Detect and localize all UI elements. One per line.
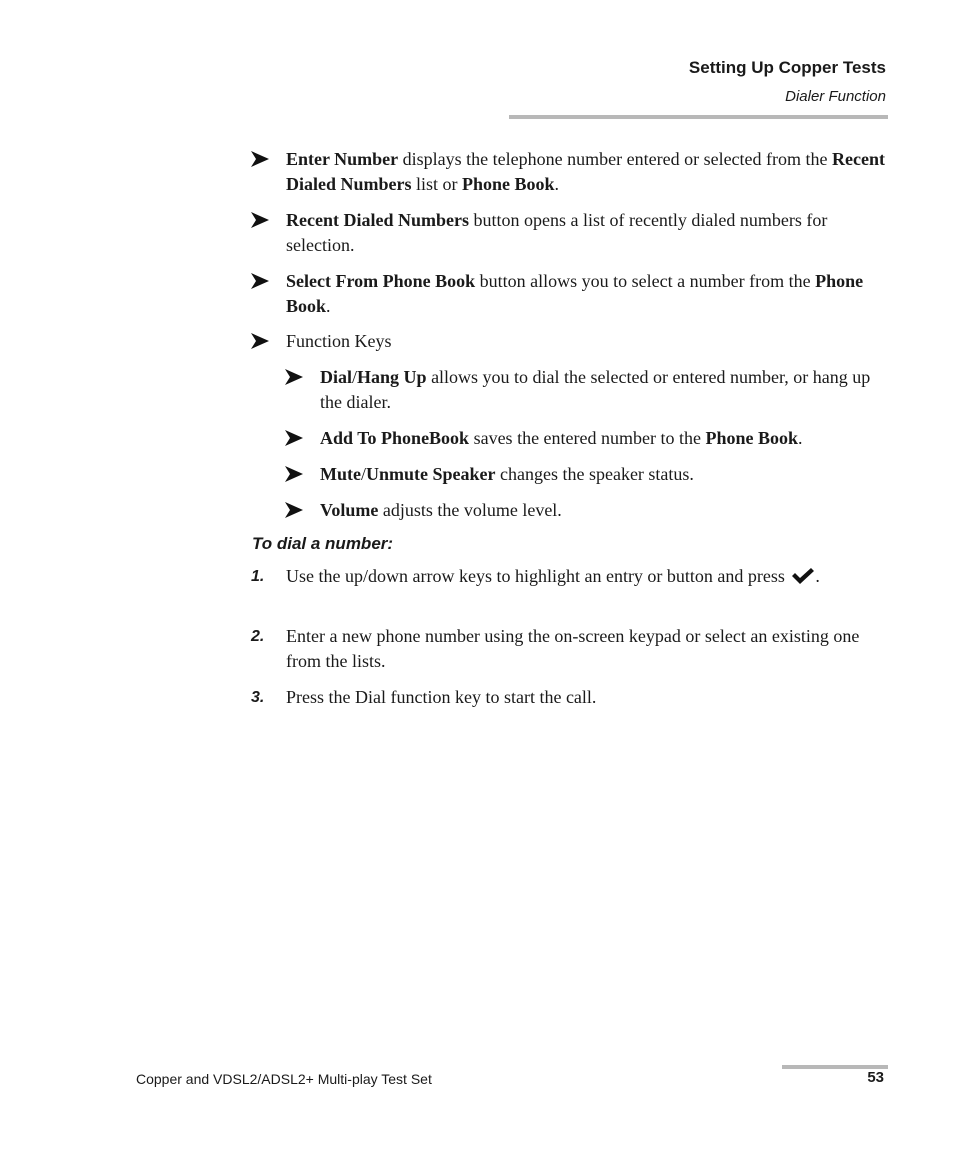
sub-bullet-item: [320, 498, 890, 523]
step-number: 1.: [251, 568, 265, 585]
text: .: [554, 173, 560, 194]
sub-bullet-item: [320, 365, 890, 414]
arrowhead-bullet-icon: [251, 212, 269, 228]
step-text: Use the up/down arrow keys to highlight an entry or button and press: [286, 566, 790, 586]
text: .: [798, 428, 803, 448]
term: Recent Dialed Numbers: [286, 149, 886, 194]
text: Function Keys: [286, 331, 392, 351]
term: Select From Phone Book: [286, 271, 476, 291]
term: Recent Dialed Numbers: [286, 210, 469, 230]
running-header-subtitle: Dialer Function: [785, 88, 886, 105]
text: list or: [411, 173, 463, 194]
sub-bullet-item: [320, 462, 890, 487]
procedure-step: [251, 624, 888, 673]
term: Hang Up: [357, 367, 427, 387]
bullet-item: [286, 147, 888, 196]
term: Phone Book: [462, 173, 555, 194]
arrowhead-bullet-icon: [251, 333, 269, 349]
arrowhead-bullet-icon: [251, 151, 269, 167]
term: Add To PhoneBook: [320, 428, 470, 448]
header-rule: [509, 115, 888, 119]
bullet-item: [286, 329, 888, 354]
arrowhead-bullet-icon: [285, 430, 303, 446]
arrowhead-bullet-icon: [251, 273, 269, 289]
checkmark-icon: [791, 567, 815, 592]
step-text: Enter a new phone number using the on-screen keypad or select an existing one from the lists.: [286, 626, 860, 671]
text: displays the telephone number entered or selected from the: [398, 149, 833, 169]
term: Volume: [320, 500, 379, 520]
text: adjusts the volume level.: [378, 500, 562, 520]
term: Enter Number: [286, 149, 399, 169]
term: Dial: [320, 367, 353, 387]
bullet-item: [286, 208, 888, 257]
step-text: Press the Dial function key to start the call.: [286, 687, 597, 707]
text: allows you to dial the selected or entered number, or hang up the dialer.: [320, 367, 871, 412]
bullet-item: [286, 269, 888, 318]
arrowhead-bullet-icon: [285, 466, 303, 482]
text: changes the speaker status.: [495, 464, 694, 484]
step-number: 2.: [251, 628, 265, 645]
footer-doc-title: Copper and VDSL2/ADSL2+ Multi-play Test Set: [136, 1071, 432, 1087]
procedure-step: [251, 564, 888, 592]
page-number: 53: [867, 1069, 884, 1086]
step-number: 3.: [251, 689, 265, 706]
step-text-end: .: [815, 566, 820, 586]
arrowhead-bullet-icon: [285, 502, 303, 518]
term: Unmute Speaker: [366, 464, 496, 484]
sub-bullet-item: [320, 426, 890, 451]
text: button allows you to select a number from the: [475, 271, 816, 291]
text: /: [352, 367, 358, 387]
procedure-title: To dial a number:: [252, 534, 394, 553]
text: saves the entered number to the: [469, 428, 706, 448]
term: Phone Book: [705, 428, 799, 448]
arrowhead-bullet-icon: [285, 369, 303, 385]
term: Phone Book: [286, 271, 864, 316]
running-header-title: Setting Up Copper Tests: [688, 58, 886, 77]
text: /: [360, 464, 366, 484]
text: button opens a list of recently dialed numbers for selection.: [286, 210, 828, 255]
term: Mute: [320, 464, 361, 484]
text: .: [326, 295, 331, 316]
procedure-step: [251, 685, 888, 710]
